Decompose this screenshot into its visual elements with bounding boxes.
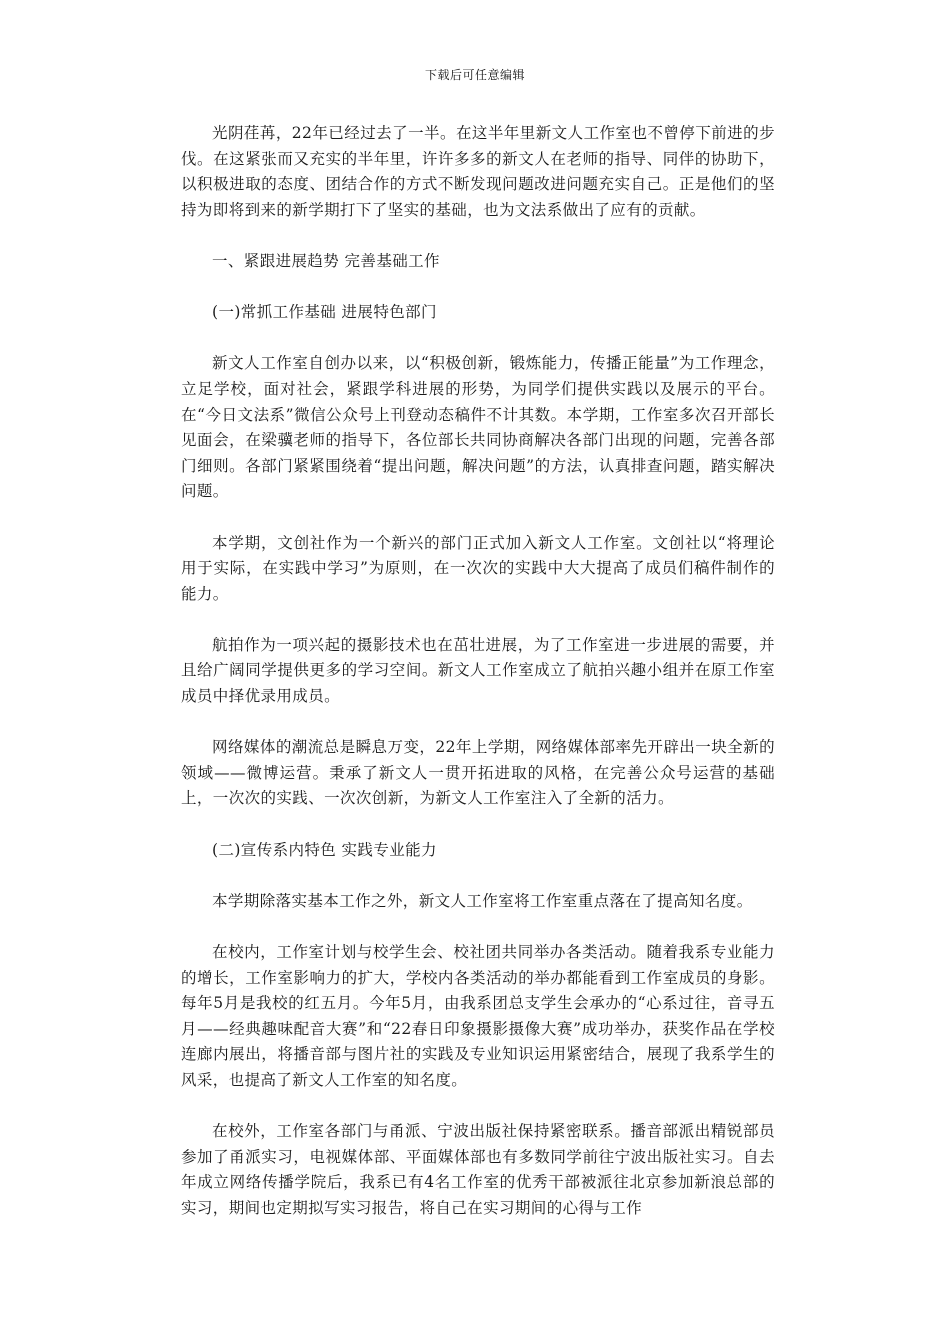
paragraph-1: 新文人工作室自创办以来，以“积极创新，锻炼能力，传播正能量”为工作理念，立足学校，面对社会，紧跟学科进展的形势，为同学们提供实践以及展示的平台。在“今日文法系”微信公众号上刊登动态稿件不计其数。本学期，工作室多次召开部长见面会，在梁骥老师的指导下，各位部长共同协商解决各部门出现的问题，完善各部门细则。各部门紧紧围绕着“提出问题，解决问题”的方法，认真排查问题，踏实解决问题。 <box>181 354 775 501</box>
section-heading-1: 一、紧跟进展趋势 完善基础工作 <box>212 251 440 270</box>
paragraph-5: 本学期除落实基本工作之外，新文人工作室将工作室重点落在了提高知名度。 <box>212 891 753 910</box>
intro-paragraph: 光阴荏苒，22年已经过去了一半。在这半年里新文人工作室也不曾停下前进的步伐。在这紧张而又充实的半年里，许许多多的新文人在老师的指导、同伴的协助下，以积极进取的态度、团结合作的方式不断发现问题改进问题充实自己。正是他们的坚持为即将到来的新学期打下了坚实的基础，也为文法系做出了应有的贡献。 <box>181 124 775 219</box>
paragraph-2: 本学期，文创社作为一个新兴的部门正式加入新文人工作室。文创社以“将理论用于实际，在实践中学习”为原则，在一次次的实践中大大提高了成员们稿件制作的能力。 <box>181 533 775 603</box>
subsection-heading-2: (二)宣传系内特色 实践专业能力 <box>212 840 437 859</box>
paragraph-6: 在校内，工作室计划与校学生会、校社团共同举办各类活动。随着我系专业能力的增长，工作室影响力的扩大，学校内各类活动的举办都能看到工作室成员的身影。每年5月是我校的红五月。今年5月，由我系团总支学生会承办的“心系过往，音寻五月——经典趣味配音大赛”和“22春日印象摄影摄像大赛”成功举办，获奖作品在学校连廊内展出，将播音部与图片社的实践及专业知识运用紧密结合，展现了我系学生的风采，也提高了新文人工作室的知名度。 <box>181 943 775 1089</box>
subsection-heading-1: (一)常抓工作基础 进展特色部门 <box>212 303 437 322</box>
paragraph-3: 航拍作为一项兴起的摄影技术也在茁壮进展，为了工作室进一步进展的需要，并且给广阔同学提供更多的学习空间。新文人工作室成立了航拍兴趣小组并在原工作室成员中择优录用成员。 <box>181 635 775 706</box>
paragraph-4: 网络媒体的潮流总是瞬息万变，22年上学期，网络媒体部率先开辟出一块全新的领域——微博运营。秉承了新文人一贯开拓进取的风格，在完善公众号运营的基础上，一次次的实践、一次次创新，为新文人工作室注入了全新的活力。 <box>181 738 775 808</box>
header-note: 下载后可任意编辑 <box>424 68 525 82</box>
paragraph-7: 在校外，工作室各部门与甬派、宁波出版社保持紧密联系。播音部派出精锐部员参加了甬派实习，电视媒体部、平面媒体部也有多数同学前往宁波出版社实习。自去年成立网络传播学院后，我系已有4名工作室的优秀干部被派往北京参加新浪总部的实习，期间也定期拟写实习报告，将自己在实习期间的心得与工作 <box>181 1122 775 1217</box>
document-body <box>181 121 775 1247</box>
